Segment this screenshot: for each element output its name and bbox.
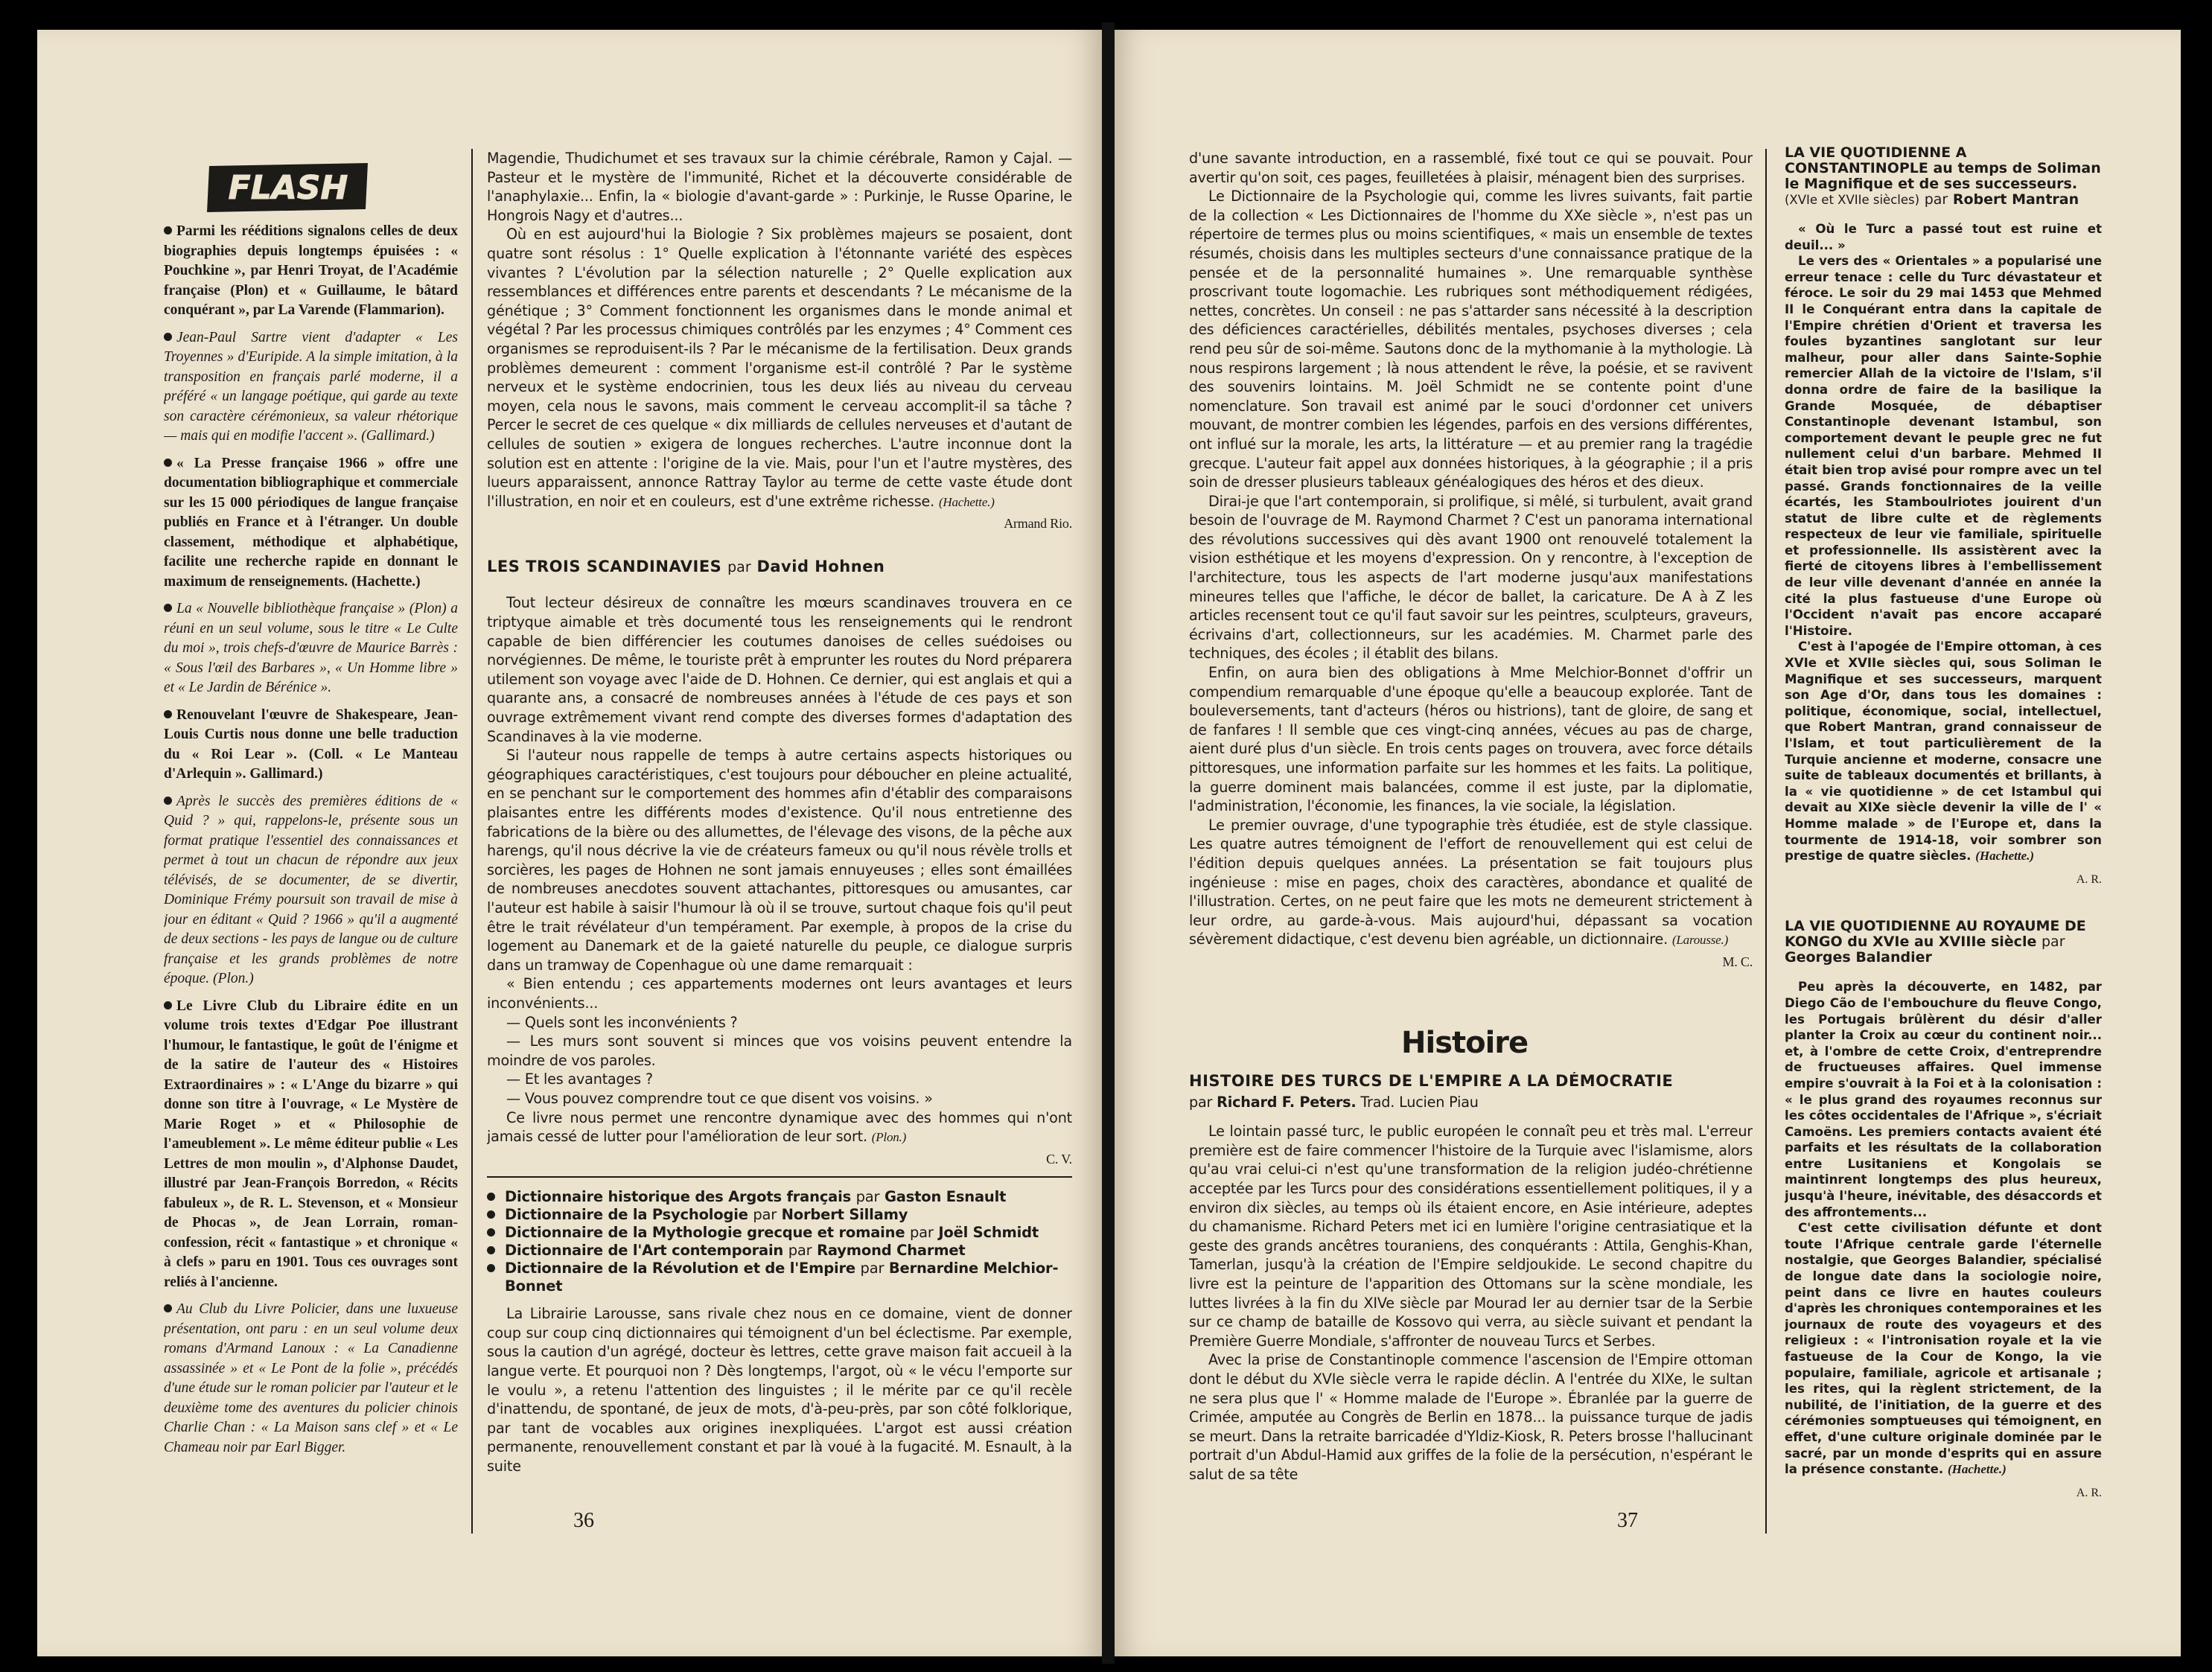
- flash-item: Parmi les rééditions signalons celles de deux biographies depuis longtemps épuisées : « Pouchkine », par Henri Troyat, de l'Académie française (Plon) et « Guillaume, le bâtard conquérant », par La Varende (Flammarion).: [164, 223, 458, 318]
- flash-item: Jean-Paul Sartre vient d'adapter « Les Troyennes » d'Euripide. A la simple imitation, à la transposition en français parlé moderne, il a préféré « un langage poétique, qui garde au texte son caractère cérémonieux, sa valeur rhétorique — mais qui en modifie l'accent ». (Gallimard.): [164, 329, 458, 444]
- paragraph: — Les murs sont souvent si minces que vos voisins peuvent entendre la moindre de vos paroles.: [487, 1033, 1072, 1069]
- bullet-icon: [487, 1246, 495, 1254]
- publisher-reference: (Hachette.): [1947, 1462, 2007, 1477]
- paragraph: « Bien entendu ; ces appartements modernes ont leurs avantages et leurs inconvénients...: [487, 975, 1072, 1012]
- column-divider-right: [1765, 149, 1767, 1534]
- constantinople-signature: A. R.: [2076, 872, 2102, 886]
- paragraph: — Et les avantages ?: [506, 1070, 653, 1088]
- bullet-icon: [487, 1264, 495, 1272]
- turcs-byline: par Richard F. Peters. Trad. Lucien Piau: [1189, 1093, 1479, 1111]
- paragraph: Dirai-je que l'art contemporain, si prolifique, si mêlé, si turbulent, avait grand besoin de l'ouvrage de M. Raymond Charmet ? C'est un panorama international des révolutions successives qui dès avant 1900 ont renouvelé totalement la vision esthétique et les moyens d'expression. On y rencontre, à l'exception de l'architecture, tous les aspects de l'art moderne jusqu'aux manifestations mineures telles que l'affiche, le décor de ballet, la caricature. De A à Z les articles recensent tout ce qu'il faut savoir sur les peintres, sculpteurs, graveurs, écrivains d'art, collectionneurs, sur les académies. M. Charmet parle des techniques, des écoles ; il établit des bilans.: [1189, 492, 1753, 663]
- paragraph: Si l'auteur nous rappelle de temps à autre certains aspects historiques ou géographiques caractéristiques, c'est toujours pour déboucher en pleine actualité, en se penchant sur le comportement des hommes afin d'établir des comparaisons plaisantes entre les différents modes d'existence. Qu'il nous entretienne des fabrications de la bière ou des allumettes, de l'élevage des visons, de la pêche aux harengs, qu'il nous décrive la vie de créateurs fameux ou qu'il nous révèle trolls et sorcières, les pages de Hohnen ne sont jamais ennuyeuses ; elles sont émaillées de nombreuses anecdotes souvent attachantes, pittoresques ou amusantes, car l'auteur est habile à saisir l'humour là où il se trouve, surtout chaque fois qu'il peut être le trait révélateur d'un tempérament. Par exemple, à propos de la crise du logement au Danemark et de la gaieté naturelle du peuple, ce dialogue surpris dans un tramway de Copenhague où une dame remarquait :: [487, 747, 1072, 974]
- column-divider: [471, 149, 473, 1534]
- paragraph: Ce livre nous permet une rencontre dynamique avec des hommes qui n'ont jamais cessé de lutter pour l'amélioration de leur sort. (Plon.): [487, 1108, 1072, 1146]
- scandinavies-review: [487, 593, 1072, 1146]
- dictionary-item: Dictionnaire de l'Art contemporain par Raymond Charmet: [487, 1242, 1072, 1260]
- bullet-icon: [164, 604, 172, 612]
- paragraph: Où en est aujourd'hui la Biologie ? Six problèmes majeurs se posaient, dont quatre sont résolus : 1° Quelle explication à l'étonnante variété des espèces vivantes ? L'évolution par la sélection naturelle ; 2° Quelle explication aux ressemblances et différences entre parents et descendants ? Le mécanisme de la génétique ; 3° Comment fonctionnent les organismes dans le monde animal et végétal ? Par les processus chimiques contrôlés par les enzymes ; 4° Comment ces organismes se reproduisent-ils ? Par le mécanisme de la fertilisation. Deux grands problèmes demeurent : comment l'organisme est-il contrôlé ? Par le système nerveux et le système endocrinien, tous les deux liés au niveau du cerveau moyen, cela nous le savons, mais comment le cerveau accomplit-il sa tâche ? Percer le secret de ces quelque « dix milliards de cellules nerveuses et d'autant de cellules de soutien » exigera de longues recherches. L'autre inconnue dont la solution est en attente : l'origine de la vie. Mais, pour l'un et l'autre mystères, des lueurs apparaissent, annonce Rattray Taylor au terme de cette vaste étude dont l'illustration, en noir et en couleurs, est d'une extrême richesse. (Hachette.): [487, 226, 1072, 510]
- flash-logo-text: FLASH: [228, 169, 348, 207]
- section-rule: [487, 1176, 1072, 1178]
- flash-item: La « Nouvelle bibliothèque française » (Plon) a réuni en un seul volume, sous le titre « Le Culte du moi », trois chefs-d'œuvre de Maurice Barrès : « Sous l'œil des Barbares », « Un Homme libre » et « Le Jardin de Bérénice ».: [164, 601, 458, 695]
- paragraph: Enfin, on aura bien des obligations à Mme Melchior-Bonnet d'offrir un compendium remarquable d'une époque qu'elle a beaucoup explorée. Tant de bouleversements, tant d'acteurs (héros ou histrions), tant de gloire, de sang et de fanfares ! Il semble que ces vingt-cinq années, vécues au pas de charge, aient duré plus d'un siècle. En trois cents pages on trouvera, avec force détails pittoresques, une information parfaite sur les hommes et les faits. La politique, la guerre dominent mais balancées, comme il est juste, par la diplomatie, l'administration, l'économie, les finances, la vie sociale, la législation.: [1189, 664, 1753, 815]
- book-spine: [1102, 22, 1115, 1664]
- bullet-icon: [164, 797, 172, 805]
- constantinople-title: LA VIE QUOTIDIENNE A CONSTANTINOPLE au temps de Soliman le Magnifique et de ses successeurs. (XVIe et XVIIe siècles) par Robert Mantran: [1785, 145, 2101, 208]
- flash-item: Au Club du Livre Policier, dans une luxueuse présentation, ont paru : en un seul volume deux romans d'Armand Lanoux : « La Canadienne assassinée » et « Le Pont de la folie », précédés d'une étude sur le roman policier par l'auteur et le deuxième tome des aventures du policier chinois Charlie Chan : « La Maison sans clef » et « Le Chameau noir par Earl Bigger.: [164, 1301, 458, 1455]
- paragraph: Le premier ouvrage, d'une typographie très étudiée, est de style classique. Les quatre autres témoignent de l'effort de renouvellement qui est celui de l'édition depuis quelques années. La présentation se fait toujours plus ingénieuse : mise en pages, choix des caractères, abondance et qualité de l'illustration. Certes, on ne peut faire que les mots ne demeurent strictement à leur ordre, au garde-à-vous. Mais aujourd'hui, dépassant sa vocation sévèrement didactique, c'est devenu bien agréable, un dictionnaire. (Larousse.): [1189, 816, 1753, 948]
- histoire-heading: Histoire: [1401, 1026, 1529, 1060]
- kongo-review: [1785, 979, 2102, 1477]
- dictionary-item: Dictionnaire de la Révolution et de l'Empire par Bernardine Melchior-Bonnet: [487, 1260, 1072, 1295]
- dictionary-item: Dictionnaire historique des Argots français par Gaston Esnault: [487, 1188, 1072, 1206]
- bullet-icon: [487, 1193, 495, 1201]
- publisher-reference: (Hachette.): [938, 494, 995, 509]
- paragraph: Magendie, Thudichumet et ses travaux sur la chimie cérébrale, Ramon y Cajal. — Pasteur et le mystère de l'immunité, Richet et la découverte considérable de l'anaphylaxie... Enfin, la « biologie d'avant-garde » : Purkinje, le Russe Oparine, le Hongrois Nagy et d'autres...: [487, 150, 1072, 224]
- turcs-column: [1189, 1072, 1753, 1541]
- paragraph: « Où le Turc a passé tout est ruine et deuil... »: [1785, 222, 2102, 252]
- dictionaries-review: [1189, 149, 1753, 950]
- dictionary-list: [487, 1188, 1072, 1295]
- page-number: 36: [573, 1509, 594, 1532]
- paragraph: C'est à l'apogée de l'Empire ottoman, à ces XVIe et XVIIe siècles qui, sous Soliman le Magnifique et ses successeurs, marquent son Age d'Or, dans tous les domaines : politique, économique, social, intellectuel, que Robert Mantran, grand connaisseur de l'Islam, et tout particulièrement de la Turquie ancienne et moderne, consacre une suite de tableaux documentés et brillants, à la « vie quotidienne » de cet Istambul qui devait au XIXe siècle devenir la ville de l' « Homme malade » de l'Europe et, dans la tourmente de 1914-18, voir sombrer son prestige de quatre siècles. (Hachette.): [1785, 639, 2102, 864]
- paragraph: d'une savante introduction, en a rassemblé, fixé tout ce qui se pouvait. Pour avertir qu'on soit, ces pages, feuilletées à plaisir, ménagent bien des surprises.: [1189, 150, 1753, 186]
- bullet-icon: [164, 226, 172, 234]
- constantinople-review: [1785, 221, 2102, 864]
- kongo-signature: A. R.: [2076, 1486, 2102, 1499]
- paragraph: Le vers des « Orientales » a popularisé une erreur tenace : celle du Turc dévastateur et féroce. Le soir du 29 mai 1453 que Mehmed II le Conquérant entra dans la capitale de l'Empire chrétien d'Orient et traversa les foules byzantines sanglotant sur leur malheur, pour aller dans Sainte-Sophie remercier Allah de la victoire de l'Islam, s'il donna ordre de faire de la basilique la Grande Mosquée, de débaptiser Constantinople devenant Istambul, son comportement devant le peuple grec ne fut nullement celui d'un barbare. Mehmed II était bien trop avisé pour rompre avec un tel passé. Grands fonctionnaires de la veille écartés, les Stamboulriotes jouirent d'un statut de libre culte et de règlements respecteux de leur vie familiale, spirituelle et professionnelle. Ils assistèrent avec la fierté de citoyens libres à l'embellissement de leur ville devenant d'année en année la cité la plus fastueuse d'une Europe où l'Occident n'avait pas encore accaparé l'Histoire.: [1785, 254, 2102, 638]
- right-page: [1115, 30, 2181, 1656]
- publisher-reference: (Hachette.): [1975, 849, 2035, 864]
- paragraph: Tout lecteur désireux de connaître les mœurs scandinaves trouvera en ce triptyque aimable et très documenté tous les renseignements qui le rendront capable de bien différencier les coutumes danoises de celles suédoises ou norvégiennes. De même, le touriste prêt à emprunter les routes du Nord préparera utilement son voyage avec l'aide de D. Hohnen. Ce dernier, qui est anglais et qui a quarante ans, a consacré de nombreuses années à l'étude de ces pays et son ouvrage extrêmement vivant rend compte des diverses formes d'adaptation des Scandinaves à la vie moderne.: [487, 594, 1072, 745]
- publisher-reference: (Plon.): [871, 1130, 907, 1145]
- larousse-paragraph: La Librairie Larousse, sans rivale chez nous en ce domaine, vient de donner coup sur coup cinq dictionnaires qui témoignent d'un bel éclectisme. Par exemple, sous la caution d'un agrégé, docteur ès lettres, cette grave maison fait accueil à la langue verte. Et pourquoi non ? Dès longtemps, l'argot, où « le vécu l'emporte sur le voulu », a retenu l'attention des linguistes ; il le mérite par ce qu'il recèle d'inattendu, de spontané, de jeux de mots, d'à-peu-près, par son côté folklorique, par tant de vocables aux origines inexpliquées. L'argot est aussi création permanente, renouvellement constant et par là voué à la fugacité. M. Esnault, à la suite: [487, 1305, 1072, 1475]
- scandinavies-title: LES TROIS SCANDINAVIES par David Hohnen: [487, 557, 885, 575]
- paragraph: Avec la prise de Constantinople commence l'ascension de l'Empire ottoman dont le début du XVIe siècle verra le rapide déclin. A l'entrée du XIXe, le sultan ne sera plus que l' « Homme malade de l'Europe ». Ébranlée par la guerre de Crimée, amputée au Congrès de Berlin en 1878... la puissance turque de jadis se meurt. Dans la retraite barricadée d'Yldiz-Kiosk, R. Peters brosse l'hallucinant portrait d'un Abdul-Hamid aux griffes de la folie de la persécution, n'espérant le salut de sa tête: [1189, 1351, 1753, 1483]
- turcs-title: HISTOIRE DES TURCS DE L'EMPIRE A LA DÉMOCRATIE: [1189, 1072, 1674, 1090]
- paragraph: — Quels sont les inconvénients ?: [506, 1013, 738, 1031]
- sidebar-column: [1785, 145, 2102, 1545]
- bullet-icon: [164, 710, 172, 718]
- bullet-icon: [487, 1210, 495, 1219]
- flash-logo: [205, 162, 372, 214]
- paragraph: Peu après la découverte, en 1482, par Diego Cão de l'embouchure du fleuve Congo, les Portugais brûlèrent du désir d'aller planter la Croix au cœur du continent noir... et, à l'ombre de cette Croix, d'entreprendre de fructueuses affaires. Quel immense empire s'ouvrait à la Foi et à la colonisation : « le plus grand des royaumes reconnus sur les côtes occidentales de l'Afrique », s'écriait Camoëns. Les premiers contacts avaient été parfaits et les résultats de la collaboration entre Lusitaniens et Kongolais se maintinrent longtemps des plus heureux, jusqu'à l'heure, inévitable, des désaccords et des affrontements...: [1785, 980, 2102, 1219]
- bullet-icon: [487, 1228, 495, 1237]
- bullet-icon: [164, 459, 172, 467]
- flash-item: Après le succès des premières éditions de « Quid ? » qui, rappelons-le, présente sous un format pratique l'essentiel des connaissances et permet à tout un chacun de répondre aux jeux télévisés, de se documenter, de se divertir, Dominique Frémy poursuit son travail de mise à jour en éditant « Quid ? 1966 » qu'il a augmenté de deux sections - les pays de langue ou de culture française et les grands problèmes de notre époque. (Plon.): [164, 793, 458, 986]
- flash-item: « La Presse française 1966 » offre une documentation bibliographique et commerciale sur les 15 000 périodiques de langue française publiés en France et à l'étranger. Un double classement, méthodique et alphabétique, facilite une recherche rapide en donnant le maximum de renseignements. (Hachette.): [164, 455, 458, 590]
- flash-column: [164, 222, 458, 1539]
- scandinavies-signature: C. V.: [1046, 1151, 1072, 1167]
- bullet-icon: [164, 1001, 172, 1009]
- dictionary-item: Dictionnaire de la Mythologie grecque et romaine par Joël Schmidt: [487, 1224, 1072, 1242]
- bullet-icon: [164, 1304, 172, 1312]
- flash-item: Le Livre Club du Libraire édite en un volume trois textes d'Edgar Poe illustrant l'humour, le fantastique, le goût de l'énigme et de la satire de l'auteur des « Histoires Extraordinaires » : « L'Ange du bizarre » qui donne son titre à l'ouvrage, « Le Mystère de Marie Roget » et « Philosophie de l'ameublement ». Le même éditeur publie « Les Lettres de mon moulin », d'Alphonse Daudet, illustré par Jean-François Borredon, « Récits fabuleux », de R. L. Stevenson, et « Monsieur de Phocas », de Jean Lorrain, roman-confession, récit « fantastique » et chronique « à clefs » paru en 1901. Tous ces ouvrages sont reliés à l'ancienne.: [164, 998, 458, 1290]
- page-number: 37: [1617, 1509, 1638, 1532]
- paragraph: Le Dictionnaire de la Psychologie qui, comme les livres suivants, fait partie de la collection « Les Dictionnaires de l'homme du XXe siècle », n'est pas un répertoire de termes plus ou moins scientifiques, « mais un ensemble de textes résumés, choisis dans les multiples secteurs d'une connaissance pratique de la pensée et de la personnalité humaines ». Une remarquable synthèse proscrivant toute logomachie. Les rubriques sont méthodiquement rédigées, nettes, concrètes. Un conseil : ne pas s'attarder sans nécessité à la description des déficiences caractérielles, débilités mentales, psychoses diverses ; cela rend peu sûr de soi-même. Sautons donc de la mythomanie à la mythologie. Là nous respirons largement ; là nous attendent le rêve, la poésie, et se ravivent des souvenirs lointains. M. Joël Schmidt ne se contente point d'une nomenclature. Son travail est animé par le souci d'ordonner cet univers mouvant, de montrer combien les légendes, parfois en des versions différentes, ont influé sur la morale, les arts, la littérature — et au premier rang la tragédie grecque. L'auteur fait appel aux données historiques, à la géographie ; il a pris soin de dresser plusieurs tableaux généalogiques des héros et des dieux.: [1189, 188, 1753, 491]
- dictionary-item: Dictionnaire de la Psychologie par Norbert Sillamy: [487, 1206, 1072, 1224]
- dictionaries-signature: M. C.: [1722, 954, 1753, 969]
- left-page: [37, 30, 1102, 1656]
- flash-item: Renouvelant l'œuvre de Shakespeare, Jean-Louis Curtis nous donne une belle traduction du « Roi Lear ». (Coll. « Le Manteau d'Arlequin ». Gallimard.): [164, 706, 458, 782]
- kongo-title: LA VIE QUOTIDIENNE AU ROYAUME DE KONGO du XVIe au XVIIIe siècle par Georges Balandier: [1785, 918, 2086, 966]
- publisher-reference: (Larousse.): [1671, 933, 1729, 948]
- paragraph: Le lointain passé turc, le public européen le connaît peu et très mal. L'erreur première est de faire commencer l'histoire de la Turquie avec l'islamisme, alors qu'au vrai celui-ci n'est qu'une transformation de la religion judéo-chrétienne acceptée par les Turcs pour des considérations essentiellement politiques, il y a environ dix siècles, au temps où ils étaient encore, en Asie intérieure, adeptes du chamanisme. Richard Peters met ici en lumière l'origine centrasiatique et la geste des grands ancêtres touraniens, des conquérants : Attila, Genghis-Khan, Tamerlan, jusqu'à la création de l'Empire seldjoukide. Le second chapitre du livre est la peinture de l'apparition des Ottomans sur la scène mondiale, les luttes livrées à la fin du XIVe siècle par Mourad Ier au dernier tsar de la Serbie sur ce champ de bataille de Kossovo qui verra, au siècle suivant et pendant la Première Guerre Mondiale, s'affronter de nouveau Turcs et Serbes.: [1189, 1123, 1753, 1350]
- turcs-review: [1189, 1122, 1753, 1484]
- bullet-icon: [164, 333, 172, 341]
- paragraph: — Vous pouvez comprendre tout ce que disent vos voisins. »: [506, 1089, 933, 1107]
- left-main-column: [487, 149, 1072, 1541]
- paragraph: C'est cette civilisation défunte et dont toute l'Afrique centrale garde l'éternelle nostalgie, que Georges Balandier, spécialisé de longue date dans la sociologie noire, peint dans ce livre en hautes couleurs d'après les chroniques contemporaines et les journaux de route des voyageurs et des religieux : « l'intronisation royale et la vie fastueuse de la Cour de Kongo, la vie populaire, familiale, agricole et artisanale ; les rites, qui la règlent strictement, de la nubilité, de l'initiation, de la guerre et des cérémonies somptueuses qui témoignent, en effet, d'une culture originale dominée par le sacré, par un monde d'esprits qui en assure la présence constante. (Hachette.): [1785, 1221, 2102, 1477]
- biology-signature: Armand Rio.: [1004, 516, 1072, 532]
- biology-review: [487, 149, 1072, 511]
